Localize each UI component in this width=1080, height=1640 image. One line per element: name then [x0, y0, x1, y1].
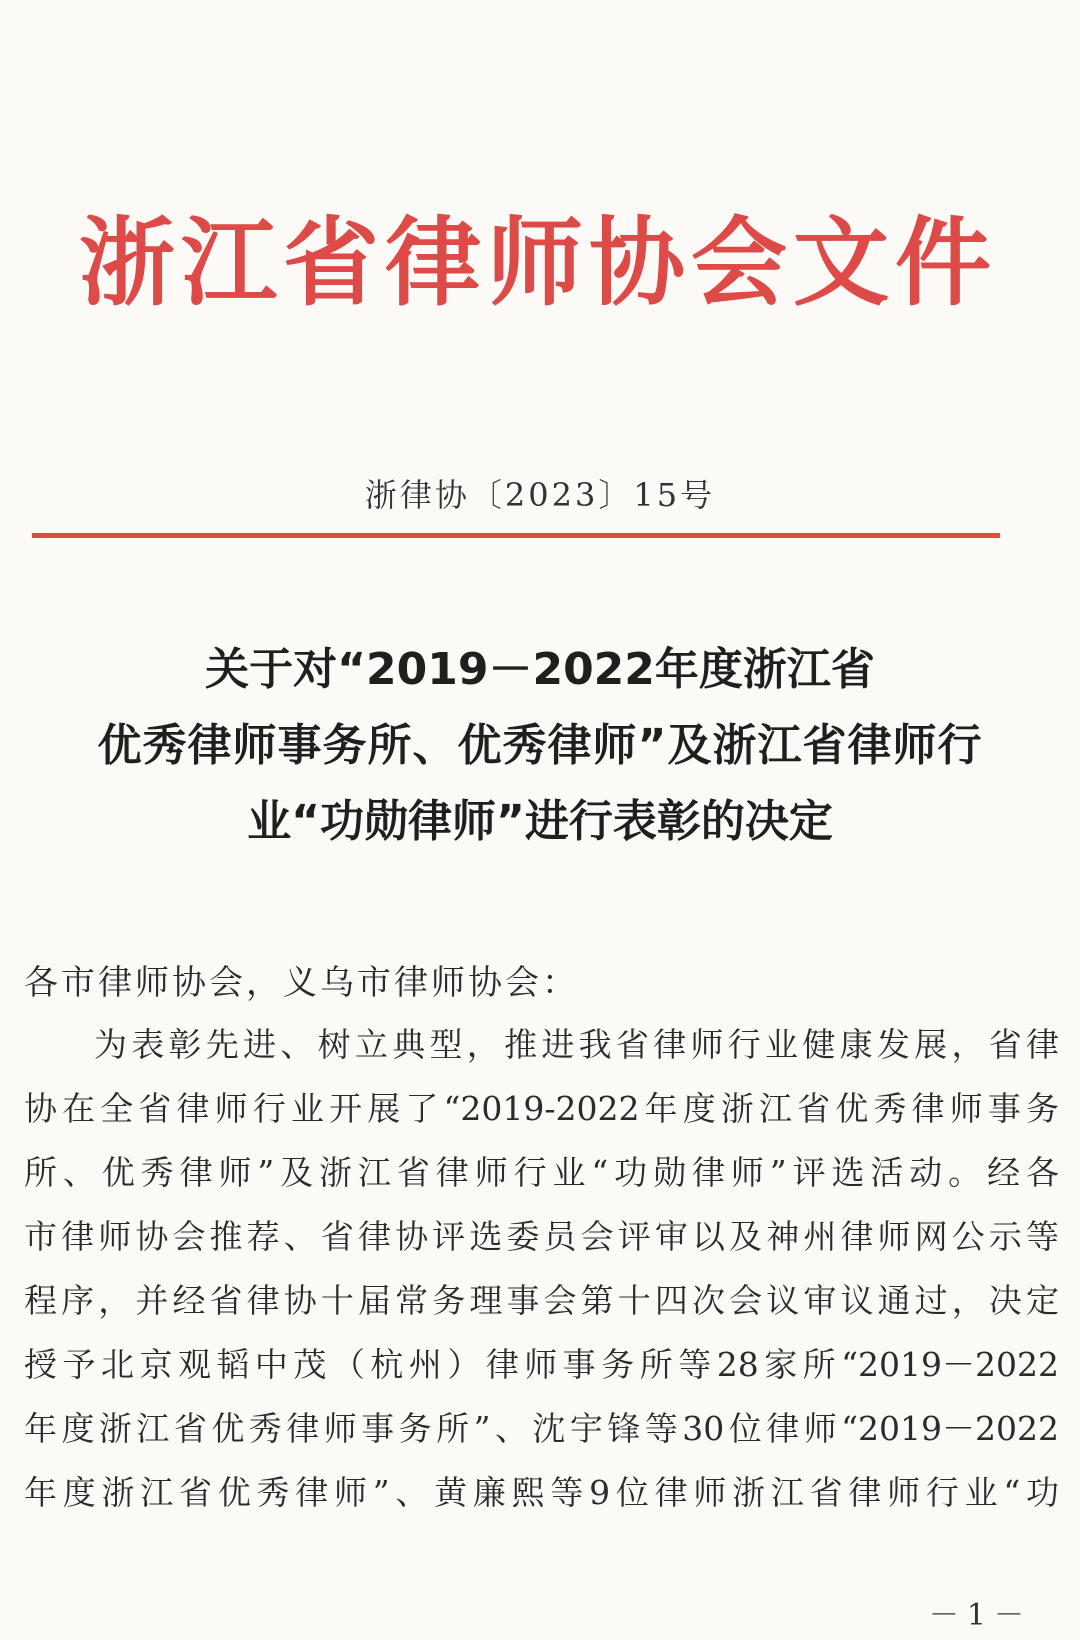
red-divider-rule	[32, 533, 1000, 538]
page-number: －1－	[928, 1598, 1032, 1633]
body-line: 所、优秀律师”及浙江省律师行业“功勋律师”评选活动。经各	[24, 1153, 1059, 1192]
title-line: 业“功勋律师”进行表彰的决定	[247, 796, 833, 847]
document-number: 浙律协〔2023〕15号	[364, 476, 716, 514]
body-text	[24, 1013, 1059, 1525]
body-line: 程序，并经省律协十届常务理事会第十四次会议审议通过，决定	[24, 1281, 1059, 1320]
body-line: 市律师协会推荐、省律协评选委员会评审以及神州律师网公示等	[24, 1217, 1059, 1256]
body-line: 年度浙江省优秀律师”、黄廉熙等9位律师浙江省律师行业“功	[24, 1473, 1059, 1512]
body-line: 协在全省律师行业开展了“2019-2022年度浙江省优秀律师事务	[24, 1089, 1059, 1128]
salutation: 各市律师协会，义乌市律师协会：	[24, 963, 579, 1003]
masthead-title: 浙江省律师协会文件	[79, 206, 997, 319]
title-line: 关于对“2019－2022年度浙江省	[205, 644, 875, 695]
body-line: 年度浙江省优秀律师事务所”、沈宇锋等30位律师“2019－2022	[24, 1409, 1059, 1448]
body-line: 授予北京观韬中茂（杭州）律师事务所等28家所“2019－2022	[24, 1345, 1059, 1384]
body-line: 为表彰先进、树立典型，推进我省律师行业健康发展，省律	[94, 1025, 1059, 1064]
title-line: 优秀律师事务所、优秀律师”及浙江省律师行	[97, 720, 983, 771]
document-title	[0, 632, 1080, 860]
